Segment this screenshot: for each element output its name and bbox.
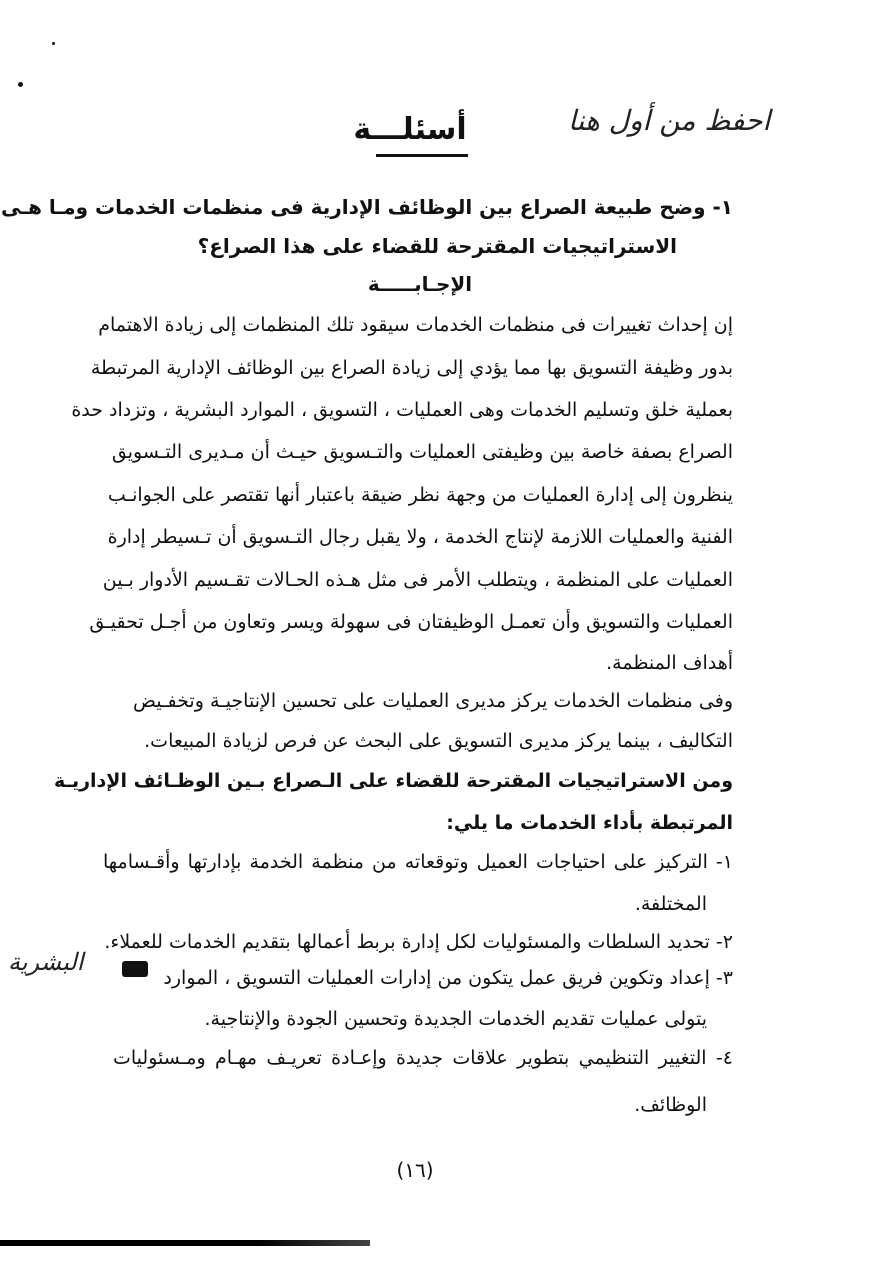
paragraph-1-line: بعملية خلق وتسليم الخدمات وهى العمليات ، التسويق ، الموارد البشرية ، وتزداد حدة [71,399,733,421]
handwritten-note: احفظ من أول هنا [568,104,771,137]
list-item-1-line: المختلفة. [634,893,707,915]
paragraph-1-line: إن إحداث تغييرات فى منظمات الخدمات سيقود تلك المنظمات إلى زيادة الاهتمام [98,314,733,336]
question-line-1: ١- وضح طبيعة الصراع بين الوظائف الإدارية فى منظمات الخدمات ومـا هـى [1,195,733,219]
scan-edge-bar [0,1240,370,1246]
paragraph-2-line: وفى منظمات الخدمات يركز مديرى العمليات على تحسين الإنتاجيـة وتخفـيض [132,690,733,712]
paragraph-1-line: الفنية والعمليات اللازمة لإنتاج الخدمة ، ولا يقبل رجال التـسويق أن تـسيطر إدارة [107,526,733,548]
strategies-heading-line: المرتبطة بأداء الخدمات ما يلي: [446,812,733,834]
strategies-heading-line: ومن الاستراتيجيات المقترحة للقضاء على الـصراع بـين الوظـائف الإداريـة [53,770,733,792]
page-title: أسئلـــة [353,112,467,147]
list-item-1-line: ١- التركيز على احتياجات العميل وتوقعاته من منظمة الخدمة بإدارتها وأقـسامها [103,851,733,873]
paragraph-2-line: التكاليف ، بينما يركز مديرى التسويق على البحث عن فرص لزيادة المبيعات. [144,730,733,752]
handwritten-margin-word: البشرية [8,948,84,976]
list-item-2-line: ٢- تحديد السلطات والمسئوليات لكل إدارة بربط أعمالها بتقديم الخدمات للعملاء. [104,931,733,953]
list-item-3-line: ٣- إعداد وتكوين فريق عمل يتكون من إدارات العمليات التسويق ، الموارد [163,967,733,989]
paragraph-1-line: ينظرون إلى إدارة العمليات من وجهة نظر ضيقة باعتبار أنها تقتصر على الجوانـب [107,484,733,506]
speck-mark [52,42,55,45]
paragraph-1-line: العمليات والتسويق وأن تعمـل الوظيفتان فى سهولة ويسر وتعاون من أجـل تحقيـق [89,611,733,633]
list-item-4-line: ٤- التغيير التنظيمي بتطوير علاقات جديدة وإعـادة تعريـف مهـام ومـسئوليات [113,1047,733,1069]
page-number: (١٦) [396,1158,434,1182]
paragraph-1-line: أهداف المنظمة. [606,652,733,674]
paragraph-1-line: بدور وظيفة التسويق بها مما يؤدي إلى زيادة الصراع بين الوظائف الإدارية المرتبطة [90,357,733,379]
list-item-4-line: الوظائف. [634,1094,707,1116]
speck-mark [18,82,23,87]
answer-heading: الإجـابـــــة [367,272,473,296]
title-underline [376,154,468,157]
list-item-3-line: يتولى عمليات تقديم الخدمات الجديدة وتحسين الجودة والإنتاجية. [204,1008,707,1030]
paragraph-1-line: الصراع بصفة خاصة بين وظيفتى العمليات والتـسويق حيـث أن مـديرى التـسويق [111,441,733,463]
question-line-2: الاستراتيجيات المقترحة للقضاء على هذا الصراع؟ [197,234,677,258]
paragraph-1-line: العمليات على المنظمة ، ويتطلب الأمر فى مثل هـذه الحـالات تقـسيم الأدوار بـين [102,569,733,591]
ink-blot-redaction [122,961,148,977]
